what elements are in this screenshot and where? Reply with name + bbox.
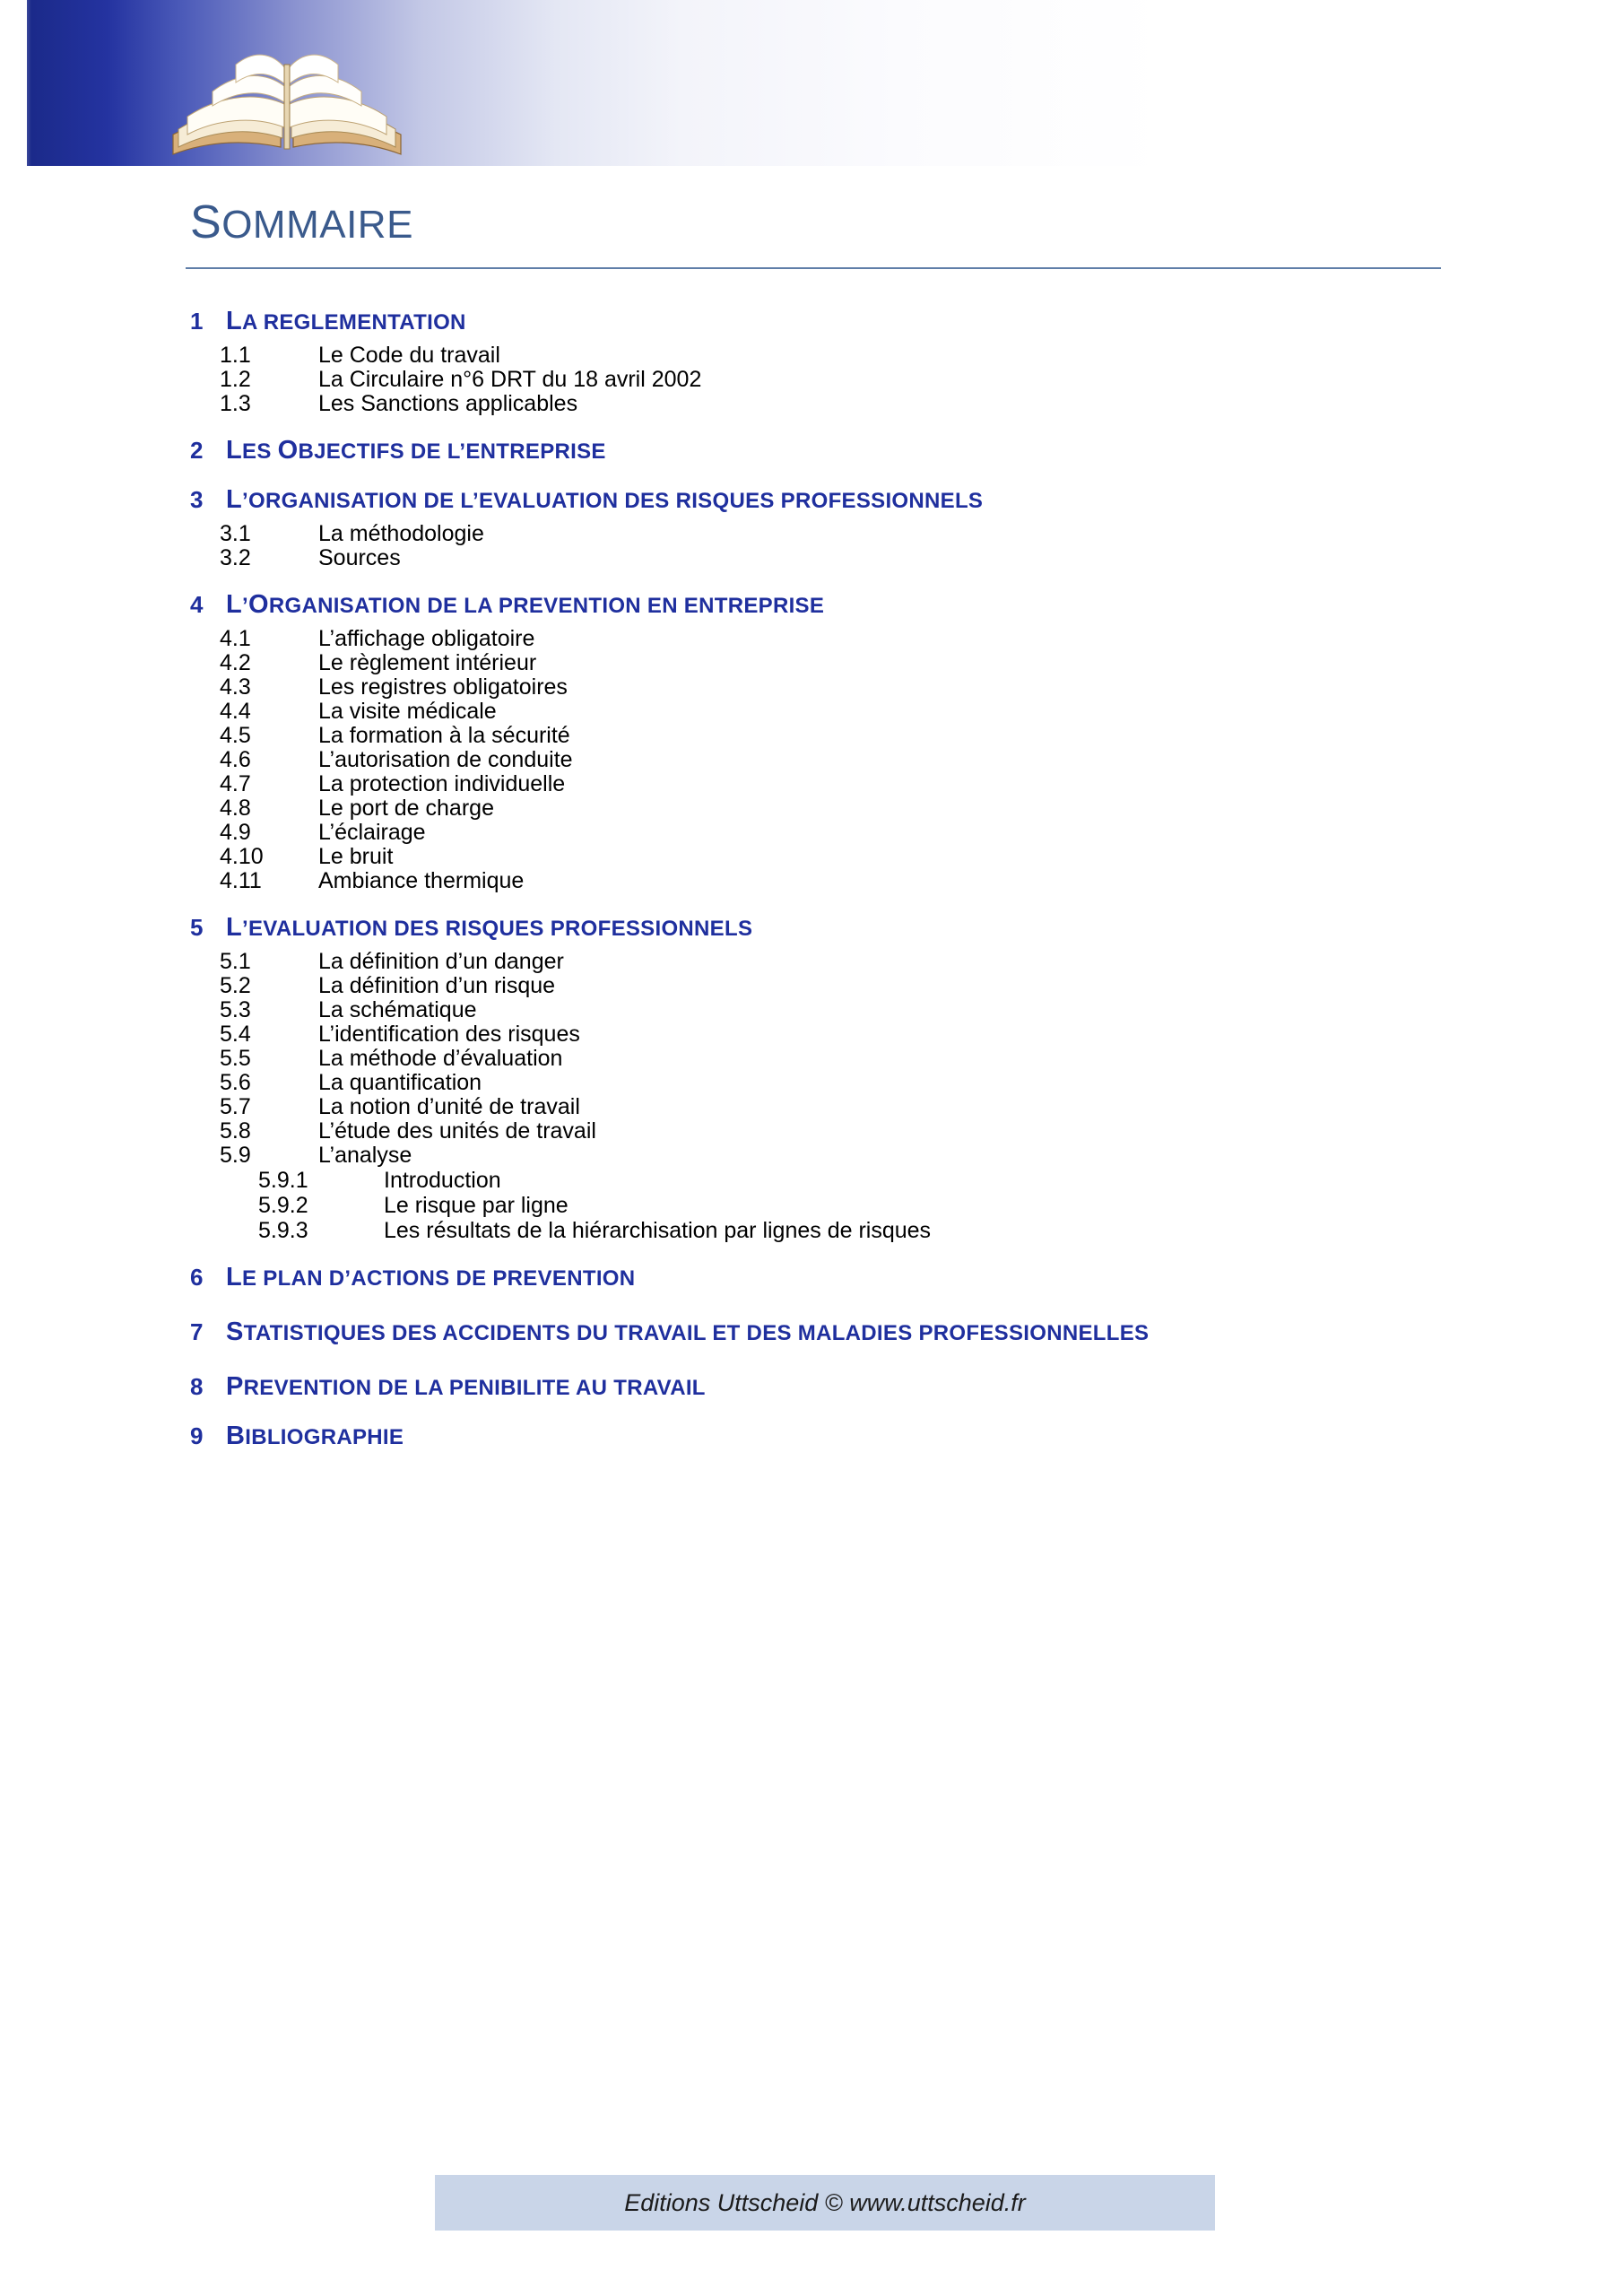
toc-entry-level2[interactable] [0,1119,1623,1144]
toc-number: 4.1 [220,626,251,651]
toc-number: 5.9.2 [258,1193,308,1218]
toc-number: 4.3 [220,674,251,700]
toc-label: Le port de charge [318,796,494,821]
page-title-rest: OMMAIRE [221,203,413,247]
toc-label: La formation à la sécurité [318,723,570,748]
title-divider [186,267,1441,269]
toc-number: 5.7 [220,1094,251,1119]
toc-number: 5.1 [220,949,251,974]
toc-label: La schématique [318,997,477,1022]
toc-number: 5.5 [220,1046,251,1071]
toc-label-initial: L [226,1263,243,1292]
toc-label: L’autorisation de conduite [318,747,573,772]
toc-entry-level1[interactable] [0,590,1623,620]
toc-entry-level2[interactable] [0,675,1623,700]
toc-label: Introduction [384,1168,501,1193]
toc-entry-level2[interactable] [0,1095,1623,1119]
toc-number: 3 [190,486,204,513]
toc-label: La définition d’un risque [318,973,556,998]
toc-entry-level2[interactable] [0,1022,1623,1047]
toc-label-rest: IBLIOGRAPHIE [245,1424,404,1449]
toc-label: La Circulaire n°6 DRT du 18 avril 2002 [318,367,702,392]
toc-section [0,1372,1623,1402]
toc-entry-level1[interactable] [0,436,1623,465]
toc-number: 4.6 [220,747,251,772]
toc-number: 4.10 [220,844,264,869]
toc-entry-level1[interactable] [0,913,1623,943]
toc-label-initial-2: O [247,590,269,619]
toc-label-initial: S [226,1318,244,1346]
toc-label [226,913,752,943]
toc-entry-level2[interactable] [0,1144,1623,1168]
toc-label: Sources [318,545,401,570]
toc-number: 7 [190,1318,204,1345]
toc-entry-level3[interactable] [0,1168,1623,1193]
toc-label-initial: L [226,307,243,335]
toc-label-rest: ES [242,439,278,464]
toc-entry-level2[interactable] [0,724,1623,748]
toc-label: Le Code du travail [318,343,500,368]
toc-label: L’éclairage [318,820,426,845]
toc-label: La visite médicale [318,699,497,724]
toc-number: 4.5 [220,723,251,748]
toc-entry-level3[interactable] [0,1193,1623,1218]
toc-number: 1.3 [220,391,251,416]
toc-label: L’étude des unités de travail [318,1118,596,1144]
toc-entry-level2[interactable] [0,651,1623,675]
toc-entry-level1[interactable] [0,1263,1623,1292]
toc-label-initial-2: O [277,436,299,465]
toc-number: 5.8 [220,1118,251,1144]
toc-label-initial: L [226,436,243,465]
toc-number: 3.2 [220,545,251,570]
toc-entry-level2[interactable] [0,748,1623,772]
toc-section [0,1312,1623,1352]
toc-label-rest: ’ORGANISATION DE L’EVALUATION DES RISQUES PROFESSIONNELS [242,489,984,513]
toc-section [0,590,1623,893]
toc-label-rest: TATISTIQUES DES ACCIDENTS DU TRAVAIL ET DES MALADIES PROFESSIONNELLES [243,1321,1150,1345]
toc-entry-level1[interactable] [0,1422,1623,1451]
toc-number: 4.2 [220,650,251,675]
toc-entry-level1[interactable] [0,1312,1623,1352]
toc-label: Le risque par ligne [384,1193,568,1218]
toc-entry-level2[interactable] [0,522,1623,546]
toc-label: La méthode d’évaluation [318,1046,563,1071]
toc-label: La définition d’un danger [318,949,564,974]
toc-label-rest-2: BJECTIFS DE L’ENTREPRISE [298,439,606,464]
toc-section [0,485,1623,570]
toc-entry-level1[interactable] [0,307,1623,336]
toc-label: Le bruit [318,844,394,869]
toc-number: 5.9.1 [258,1168,308,1193]
toc-label: Les registres obligatoires [318,674,568,700]
toc-entry-level2[interactable] [0,344,1623,368]
toc-number: 9 [190,1422,204,1449]
toc-number: 6 [190,1264,204,1291]
toc-number: 4 [190,591,204,618]
toc-label-rest: ’EVALUATION DES RISQUES PROFESSIONNELS [242,917,753,941]
footer-text: Editions Uttscheid © www.uttscheid.fr [624,2188,1026,2216]
toc-entry-level2[interactable] [0,950,1623,974]
toc-entry-level2[interactable] [0,821,1623,845]
toc-number: 1 [190,308,204,335]
toc-label-initial: L [226,913,243,942]
page-title-initial: S [190,196,222,248]
toc-label: La notion d’unité de travail [318,1094,580,1119]
toc-number: 4.9 [220,820,251,845]
toc-label [226,485,983,515]
toc-number: 1.2 [220,367,251,392]
toc-entry-level2[interactable] [0,368,1623,392]
page-footer [435,2175,1215,2231]
toc-number: 5.6 [220,1070,251,1095]
toc-label-initial: P [226,1371,244,1401]
toc-label: La quantification [318,1070,482,1095]
toc-label: Le règlement intérieur [318,650,537,675]
toc-label: La protection individuelle [318,771,566,796]
table-of-contents [0,287,1623,1458]
toc-entry-level2[interactable] [0,627,1623,651]
toc-label-initial: L [226,485,243,514]
toc-label: L’affichage obligatoire [318,626,535,651]
toc-label [226,1263,635,1292]
toc-entry-level3[interactable] [0,1218,1623,1243]
page-title [190,196,413,249]
toc-number: 2 [190,437,204,464]
toc-label [226,307,466,336]
toc-entry-level1[interactable] [0,1372,1623,1402]
toc-entry-level2[interactable] [0,1047,1623,1071]
toc-label-rest: A REGLEMENTATION [242,310,466,335]
toc-section [0,1263,1623,1292]
toc-label-initial: L [226,590,243,619]
toc-section [0,307,1623,416]
toc-label: Les résultats de la hiérarchisation par lignes de risques [384,1218,932,1243]
toc-label [226,590,824,620]
toc-entry-level2[interactable] [0,974,1623,998]
toc-section [0,436,1623,465]
toc-entry-level2[interactable] [0,700,1623,724]
toc-entry-level2[interactable] [0,392,1623,416]
toc-number: 3.1 [220,521,251,546]
toc-number: 5 [190,914,204,941]
toc-number: 5.9.3 [258,1218,308,1243]
toc-entry-level2[interactable] [0,772,1623,796]
toc-label: Les Sanctions applicables [318,391,578,416]
toc-label-rest-2: RGANISATION DE LA PREVENTION EN ENTREPRISE [268,594,825,618]
toc-section [0,913,1623,1243]
toc-label [226,1312,1149,1352]
toc-number: 5.9 [220,1143,251,1168]
toc-entry-level2[interactable] [0,546,1623,570]
toc-number: 5.3 [220,997,251,1022]
toc-label: Ambiance thermique [318,868,525,893]
toc-number: 5.2 [220,973,251,998]
toc-label [226,436,606,465]
toc-number: 4.11 [220,868,262,893]
toc-number: 4.8 [220,796,251,821]
toc-entry-level2[interactable] [0,796,1623,821]
toc-entry-level1[interactable] [0,485,1623,515]
toc-label-rest: E PLAN D’ACTIONS DE PREVENTION [242,1266,636,1291]
toc-number: 4.4 [220,699,251,724]
toc-number: 8 [190,1372,204,1400]
toc-number: 1.1 [220,343,251,368]
toc-label-initial: B [226,1421,246,1450]
toc-entry-level2[interactable] [0,998,1623,1022]
toc-label: La méthodologie [318,521,484,546]
toc-label [226,1422,404,1451]
toc-section [0,1422,1623,1451]
toc-label [226,1372,706,1402]
toc-label-rest: REVENTION DE LA PENIBILITE AU TRAVAIL [243,1375,706,1400]
toc-number: 5.4 [220,1022,251,1047]
toc-number: 4.7 [220,771,251,796]
toc-entry-level2[interactable] [0,845,1623,869]
toc-label-rest: ’ [242,594,248,618]
toc-entry-level2[interactable] [0,869,1623,893]
toc-entry-level2[interactable] [0,1071,1623,1095]
toc-label: L’analyse [318,1143,412,1168]
toc-label: L’identification des risques [318,1022,580,1047]
